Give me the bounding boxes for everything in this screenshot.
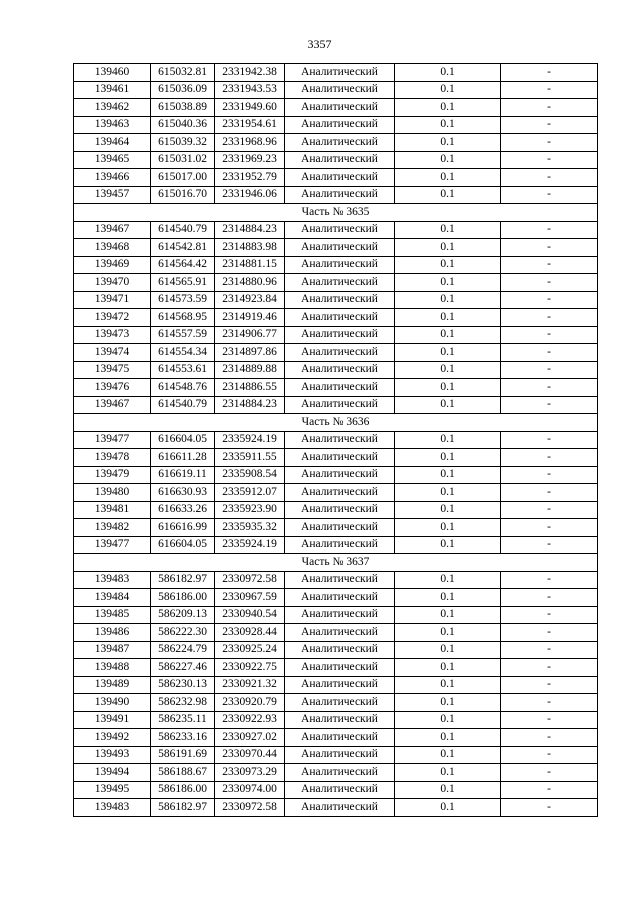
method-cell: Аналитический <box>285 589 395 607</box>
accuracy-cell: 0.1 <box>395 81 501 99</box>
table-row <box>74 676 598 694</box>
point-number-cell: 139481 <box>74 501 151 519</box>
y-coordinate-cell: 2330927.02 <box>215 729 285 747</box>
x-coordinate-cell: 615036.09 <box>151 81 215 99</box>
accuracy-cell: 0.1 <box>395 326 501 344</box>
table-row <box>74 361 598 379</box>
description-cell: - <box>501 729 598 747</box>
y-coordinate-cell: 2314889.88 <box>215 361 285 379</box>
method-cell: Аналитический <box>285 64 395 82</box>
coordinates-table-body <box>74 64 598 817</box>
description-cell: - <box>501 361 598 379</box>
method-cell: Аналитический <box>285 781 395 799</box>
point-number-cell: 139483 <box>74 571 151 589</box>
x-coordinate-cell: 615031.02 <box>151 151 215 169</box>
table-row <box>74 151 598 169</box>
y-coordinate-cell: 2331949.60 <box>215 99 285 117</box>
point-number-cell: 139494 <box>74 764 151 782</box>
accuracy-cell: 0.1 <box>395 764 501 782</box>
x-coordinate-cell: 616611.28 <box>151 449 215 467</box>
method-cell: Аналитический <box>285 326 395 344</box>
description-cell: - <box>501 64 598 82</box>
x-coordinate-cell: 616619.11 <box>151 466 215 484</box>
accuracy-cell: 0.1 <box>395 379 501 397</box>
y-coordinate-cell: 2314886.55 <box>215 379 285 397</box>
x-coordinate-cell: 586230.13 <box>151 676 215 694</box>
point-number-cell: 139475 <box>74 361 151 379</box>
method-cell: Аналитический <box>285 169 395 187</box>
method-cell: Аналитический <box>285 676 395 694</box>
table-row <box>74 711 598 729</box>
x-coordinate-cell: 586209.13 <box>151 606 215 624</box>
point-number-cell: 139467 <box>74 396 151 414</box>
table-row <box>74 501 598 519</box>
point-number-cell: 139461 <box>74 81 151 99</box>
table-row <box>74 186 598 204</box>
table-row <box>74 169 598 187</box>
accuracy-cell: 0.1 <box>395 169 501 187</box>
method-cell: Аналитический <box>285 799 395 817</box>
description-cell: - <box>501 659 598 677</box>
accuracy-cell: 0.1 <box>395 799 501 817</box>
table-row <box>74 694 598 712</box>
y-coordinate-cell: 2335911.55 <box>215 449 285 467</box>
x-coordinate-cell: 586222.30 <box>151 624 215 642</box>
point-number-cell: 139468 <box>74 239 151 257</box>
x-coordinate-cell: 586186.00 <box>151 781 215 799</box>
point-number-cell: 139482 <box>74 519 151 537</box>
method-cell: Аналитический <box>285 379 395 397</box>
y-coordinate-cell: 2314884.23 <box>215 396 285 414</box>
description-cell: - <box>501 571 598 589</box>
accuracy-cell: 0.1 <box>395 151 501 169</box>
method-cell: Аналитический <box>285 81 395 99</box>
method-cell: Аналитический <box>285 221 395 239</box>
point-number-cell: 139474 <box>74 344 151 362</box>
x-coordinate-cell: 614557.59 <box>151 326 215 344</box>
method-cell: Аналитический <box>285 711 395 729</box>
x-coordinate-cell: 614554.34 <box>151 344 215 362</box>
description-cell: - <box>501 169 598 187</box>
method-cell: Аналитический <box>285 519 395 537</box>
method-cell: Аналитический <box>285 274 395 292</box>
description-cell: - <box>501 326 598 344</box>
table-row <box>74 484 598 502</box>
y-coordinate-cell: 2330928.44 <box>215 624 285 642</box>
description-cell: - <box>501 221 598 239</box>
table-row <box>74 729 598 747</box>
table-row <box>74 606 598 624</box>
table-row <box>74 781 598 799</box>
accuracy-cell: 0.1 <box>395 256 501 274</box>
y-coordinate-cell: 2331943.53 <box>215 81 285 99</box>
y-coordinate-cell: 2314897.86 <box>215 344 285 362</box>
table-row <box>74 799 598 817</box>
table-row <box>74 746 598 764</box>
description-cell: - <box>501 431 598 449</box>
method-cell: Аналитический <box>285 99 395 117</box>
accuracy-cell: 0.1 <box>395 484 501 502</box>
point-number-cell: 139471 <box>74 291 151 309</box>
table-row <box>74 291 598 309</box>
table-row <box>74 589 598 607</box>
method-cell: Аналитический <box>285 536 395 554</box>
method-cell: Аналитический <box>285 239 395 257</box>
point-number-cell: 139477 <box>74 536 151 554</box>
point-number-cell: 139495 <box>74 781 151 799</box>
point-number-cell: 139488 <box>74 659 151 677</box>
y-coordinate-cell: 2330921.32 <box>215 676 285 694</box>
x-coordinate-cell: 615040.36 <box>151 116 215 134</box>
method-cell: Аналитический <box>285 361 395 379</box>
x-coordinate-cell: 615016.70 <box>151 186 215 204</box>
method-cell: Аналитический <box>285 484 395 502</box>
table-row <box>74 239 598 257</box>
description-cell: - <box>501 274 598 292</box>
description-cell: - <box>501 781 598 799</box>
x-coordinate-cell: 616604.05 <box>151 536 215 554</box>
x-coordinate-cell: 586182.97 <box>151 799 215 817</box>
method-cell: Аналитический <box>285 309 395 327</box>
x-coordinate-cell: 615039.32 <box>151 134 215 152</box>
accuracy-cell: 0.1 <box>395 344 501 362</box>
x-coordinate-cell: 615017.00 <box>151 169 215 187</box>
table-row <box>74 256 598 274</box>
table-row <box>74 449 598 467</box>
method-cell: Аналитический <box>285 344 395 362</box>
point-number-cell: 139489 <box>74 676 151 694</box>
y-coordinate-cell: 2330922.93 <box>215 711 285 729</box>
table-row <box>74 81 598 99</box>
description-cell: - <box>501 466 598 484</box>
method-cell: Аналитический <box>285 659 395 677</box>
accuracy-cell: 0.1 <box>395 624 501 642</box>
table-row <box>74 764 598 782</box>
y-coordinate-cell: 2331968.96 <box>215 134 285 152</box>
point-number-cell: 139483 <box>74 799 151 817</box>
description-cell: - <box>501 256 598 274</box>
x-coordinate-cell: 616604.05 <box>151 431 215 449</box>
accuracy-cell: 0.1 <box>395 519 501 537</box>
description-cell: - <box>501 589 598 607</box>
section-header-row <box>74 554 598 572</box>
point-number-cell: 139463 <box>74 116 151 134</box>
accuracy-cell: 0.1 <box>395 274 501 292</box>
y-coordinate-cell: 2314906.77 <box>215 326 285 344</box>
y-coordinate-cell: 2330940.54 <box>215 606 285 624</box>
table-row <box>74 659 598 677</box>
point-number-cell: 139466 <box>74 169 151 187</box>
x-coordinate-cell: 586232.98 <box>151 694 215 712</box>
table-row <box>74 641 598 659</box>
method-cell: Аналитический <box>285 134 395 152</box>
point-number-cell: 139457 <box>74 186 151 204</box>
description-cell: - <box>501 676 598 694</box>
description-cell: - <box>501 501 598 519</box>
description-cell: - <box>501 379 598 397</box>
accuracy-cell: 0.1 <box>395 729 501 747</box>
accuracy-cell: 0.1 <box>395 606 501 624</box>
point-number-cell: 139469 <box>74 256 151 274</box>
y-coordinate-cell: 2314919.46 <box>215 309 285 327</box>
point-number-cell: 139479 <box>74 466 151 484</box>
y-coordinate-cell: 2335908.54 <box>215 466 285 484</box>
point-number-cell: 139491 <box>74 711 151 729</box>
y-coordinate-cell: 2331952.79 <box>215 169 285 187</box>
description-cell: - <box>501 344 598 362</box>
x-coordinate-cell: 615038.89 <box>151 99 215 117</box>
y-coordinate-cell: 2314923.84 <box>215 291 285 309</box>
x-coordinate-cell: 586233.16 <box>151 729 215 747</box>
table-row <box>74 344 598 362</box>
method-cell: Аналитический <box>285 186 395 204</box>
section-title: Часть № 3637 <box>74 554 598 572</box>
table-row <box>74 571 598 589</box>
method-cell: Аналитический <box>285 501 395 519</box>
accuracy-cell: 0.1 <box>395 694 501 712</box>
section-header-row <box>74 204 598 222</box>
table-row <box>74 309 598 327</box>
point-number-cell: 139470 <box>74 274 151 292</box>
method-cell: Аналитический <box>285 764 395 782</box>
method-cell: Аналитический <box>285 431 395 449</box>
section-title: Часть № 3635 <box>74 204 598 222</box>
x-coordinate-cell: 614542.81 <box>151 239 215 257</box>
x-coordinate-cell: 614548.76 <box>151 379 215 397</box>
table-row <box>74 99 598 117</box>
method-cell: Аналитический <box>285 641 395 659</box>
description-cell: - <box>501 536 598 554</box>
description-cell: - <box>501 291 598 309</box>
description-cell: - <box>501 396 598 414</box>
description-cell: - <box>501 134 598 152</box>
description-cell: - <box>501 746 598 764</box>
y-coordinate-cell: 2314881.15 <box>215 256 285 274</box>
method-cell: Аналитический <box>285 466 395 484</box>
method-cell: Аналитический <box>285 746 395 764</box>
method-cell: Аналитический <box>285 151 395 169</box>
y-coordinate-cell: 2330967.59 <box>215 589 285 607</box>
table-row <box>74 431 598 449</box>
table-row <box>74 221 598 239</box>
description-cell: - <box>501 449 598 467</box>
method-cell: Аналитический <box>285 449 395 467</box>
point-number-cell: 139462 <box>74 99 151 117</box>
point-number-cell: 139460 <box>74 64 151 82</box>
point-number-cell: 139476 <box>74 379 151 397</box>
description-cell: - <box>501 239 598 257</box>
accuracy-cell: 0.1 <box>395 589 501 607</box>
table-row <box>74 379 598 397</box>
method-cell: Аналитический <box>285 291 395 309</box>
accuracy-cell: 0.1 <box>395 711 501 729</box>
x-coordinate-cell: 586191.69 <box>151 746 215 764</box>
table-row <box>74 466 598 484</box>
accuracy-cell: 0.1 <box>395 536 501 554</box>
point-number-cell: 139467 <box>74 221 151 239</box>
description-cell: - <box>501 694 598 712</box>
x-coordinate-cell: 616616.99 <box>151 519 215 537</box>
section-title: Часть № 3636 <box>74 414 598 432</box>
point-number-cell: 139485 <box>74 606 151 624</box>
table-row <box>74 134 598 152</box>
y-coordinate-cell: 2330920.79 <box>215 694 285 712</box>
description-cell: - <box>501 711 598 729</box>
table-row <box>74 396 598 414</box>
table-row <box>74 519 598 537</box>
y-coordinate-cell: 2330974.00 <box>215 781 285 799</box>
y-coordinate-cell: 2335923.90 <box>215 501 285 519</box>
description-cell: - <box>501 484 598 502</box>
description-cell: - <box>501 151 598 169</box>
table-row <box>74 64 598 82</box>
accuracy-cell: 0.1 <box>395 309 501 327</box>
accuracy-cell: 0.1 <box>395 676 501 694</box>
table-row <box>74 116 598 134</box>
section-header-row <box>74 414 598 432</box>
y-coordinate-cell: 2314884.23 <box>215 221 285 239</box>
table-row <box>74 326 598 344</box>
accuracy-cell: 0.1 <box>395 431 501 449</box>
point-number-cell: 139472 <box>74 309 151 327</box>
method-cell: Аналитический <box>285 116 395 134</box>
point-number-cell: 139492 <box>74 729 151 747</box>
y-coordinate-cell: 2331946.06 <box>215 186 285 204</box>
accuracy-cell: 0.1 <box>395 659 501 677</box>
point-number-cell: 139493 <box>74 746 151 764</box>
point-number-cell: 139484 <box>74 589 151 607</box>
point-number-cell: 139478 <box>74 449 151 467</box>
x-coordinate-cell: 586235.11 <box>151 711 215 729</box>
description-cell: - <box>501 186 598 204</box>
description-cell: - <box>501 799 598 817</box>
point-number-cell: 139490 <box>74 694 151 712</box>
accuracy-cell: 0.1 <box>395 361 501 379</box>
y-coordinate-cell: 2331969.23 <box>215 151 285 169</box>
accuracy-cell: 0.1 <box>395 134 501 152</box>
x-coordinate-cell: 586227.46 <box>151 659 215 677</box>
x-coordinate-cell: 614573.59 <box>151 291 215 309</box>
method-cell: Аналитический <box>285 606 395 624</box>
y-coordinate-cell: 2330973.29 <box>215 764 285 782</box>
method-cell: Аналитический <box>285 396 395 414</box>
y-coordinate-cell: 2330925.24 <box>215 641 285 659</box>
y-coordinate-cell: 2330972.58 <box>215 799 285 817</box>
accuracy-cell: 0.1 <box>395 781 501 799</box>
x-coordinate-cell: 615032.81 <box>151 64 215 82</box>
description-cell: - <box>501 764 598 782</box>
description-cell: - <box>501 606 598 624</box>
method-cell: Аналитический <box>285 694 395 712</box>
y-coordinate-cell: 2335912.07 <box>215 484 285 502</box>
table-row <box>74 274 598 292</box>
description-cell: - <box>501 309 598 327</box>
description-cell: - <box>501 519 598 537</box>
point-number-cell: 139477 <box>74 431 151 449</box>
x-coordinate-cell: 614540.79 <box>151 396 215 414</box>
y-coordinate-cell: 2335924.19 <box>215 536 285 554</box>
accuracy-cell: 0.1 <box>395 64 501 82</box>
x-coordinate-cell: 614564.42 <box>151 256 215 274</box>
point-number-cell: 139487 <box>74 641 151 659</box>
accuracy-cell: 0.1 <box>395 186 501 204</box>
page-number: 3357 <box>307 37 332 51</box>
x-coordinate-cell: 614540.79 <box>151 221 215 239</box>
accuracy-cell: 0.1 <box>395 571 501 589</box>
x-coordinate-cell: 614553.61 <box>151 361 215 379</box>
point-number-cell: 139473 <box>74 326 151 344</box>
description-cell: - <box>501 116 598 134</box>
x-coordinate-cell: 616633.26 <box>151 501 215 519</box>
table-row <box>74 624 598 642</box>
point-number-cell: 139464 <box>74 134 151 152</box>
accuracy-cell: 0.1 <box>395 449 501 467</box>
description-cell: - <box>501 624 598 642</box>
accuracy-cell: 0.1 <box>395 99 501 117</box>
point-number-cell: 139465 <box>74 151 151 169</box>
method-cell: Аналитический <box>285 571 395 589</box>
y-coordinate-cell: 2330972.58 <box>215 571 285 589</box>
accuracy-cell: 0.1 <box>395 746 501 764</box>
accuracy-cell: 0.1 <box>395 501 501 519</box>
y-coordinate-cell: 2330970.44 <box>215 746 285 764</box>
y-coordinate-cell: 2314883.98 <box>215 239 285 257</box>
y-coordinate-cell: 2331954.61 <box>215 116 285 134</box>
y-coordinate-cell: 2330922.75 <box>215 659 285 677</box>
y-coordinate-cell: 2335924.19 <box>215 431 285 449</box>
accuracy-cell: 0.1 <box>395 291 501 309</box>
method-cell: Аналитический <box>285 729 395 747</box>
y-coordinate-cell: 2314880.96 <box>215 274 285 292</box>
point-number-cell: 139486 <box>74 624 151 642</box>
accuracy-cell: 0.1 <box>395 116 501 134</box>
y-coordinate-cell: 2331942.38 <box>215 64 285 82</box>
x-coordinate-cell: 614565.91 <box>151 274 215 292</box>
coordinates-table <box>73 63 598 817</box>
description-cell: - <box>501 99 598 117</box>
point-number-cell: 139480 <box>74 484 151 502</box>
accuracy-cell: 0.1 <box>395 466 501 484</box>
description-cell: - <box>501 81 598 99</box>
method-cell: Аналитический <box>285 624 395 642</box>
accuracy-cell: 0.1 <box>395 396 501 414</box>
description-cell: - <box>501 641 598 659</box>
accuracy-cell: 0.1 <box>395 221 501 239</box>
table-row <box>74 536 598 554</box>
x-coordinate-cell: 586188.67 <box>151 764 215 782</box>
method-cell: Аналитический <box>285 256 395 274</box>
y-coordinate-cell: 2335935.32 <box>215 519 285 537</box>
x-coordinate-cell: 586186.00 <box>151 589 215 607</box>
accuracy-cell: 0.1 <box>395 641 501 659</box>
x-coordinate-cell: 614568.95 <box>151 309 215 327</box>
x-coordinate-cell: 616630.93 <box>151 484 215 502</box>
accuracy-cell: 0.1 <box>395 239 501 257</box>
x-coordinate-cell: 586224.79 <box>151 641 215 659</box>
x-coordinate-cell: 586182.97 <box>151 571 215 589</box>
